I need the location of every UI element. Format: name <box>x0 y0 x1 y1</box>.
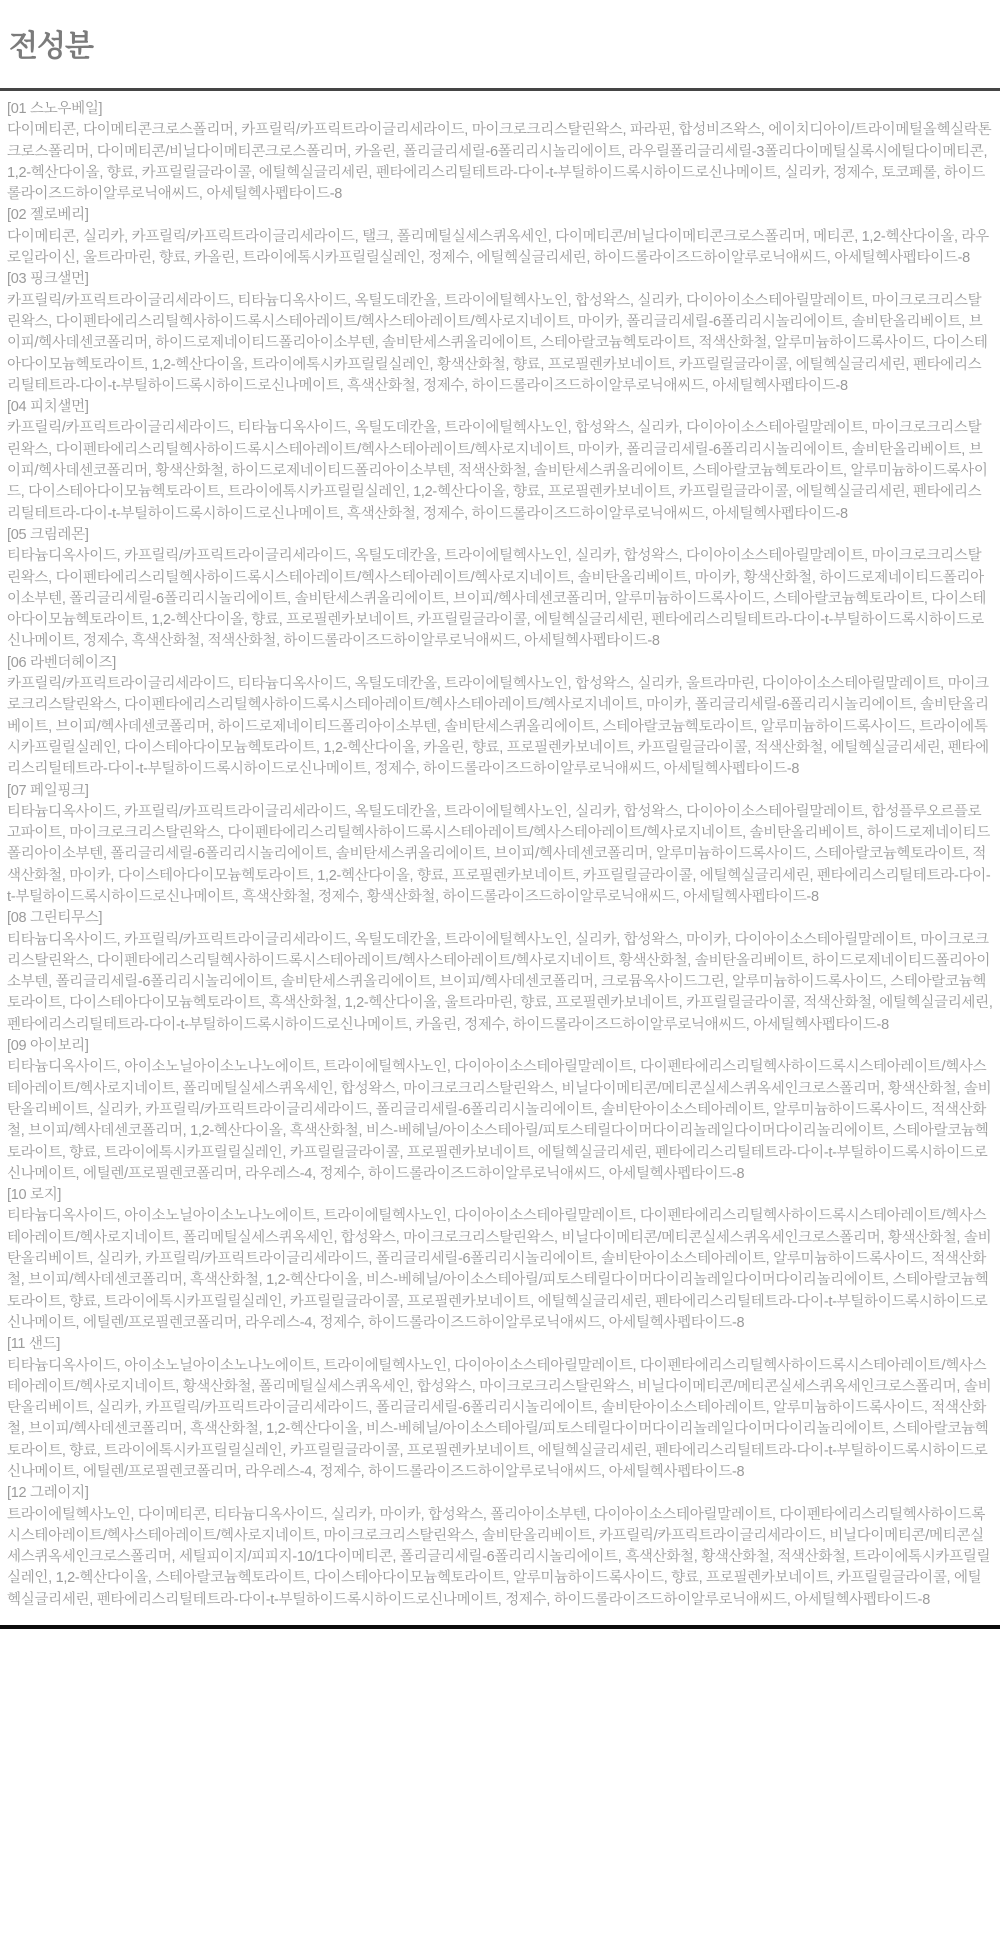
section-label: [03 핑크샐먼] <box>7 271 89 288</box>
ingredient-section <box>7 1185 993 1334</box>
ingredient-section <box>7 1483 993 1611</box>
section-label: [12 그레이지] <box>7 1485 89 1502</box>
section-label: [10 로지] <box>7 1187 62 1204</box>
section-label: [11 샌드] <box>7 1336 61 1353</box>
ingredient-section <box>7 781 993 909</box>
ingredient-section <box>7 653 993 781</box>
ingredient-section <box>7 1036 993 1185</box>
section-label: [08 그린티무스] <box>7 910 103 927</box>
section-label: [04 피치샐먼] <box>7 399 89 416</box>
section-ingredients: 티타늄디옥사이드, 아이소노닐아이소노나노에이트, 트라이에틸헥사노인, 다이아이소스테아릴말레이트, 다이펜타에리스리틸헥사하이드록시스테아레이트/헥사스테아레이트/헥사로지네이트, 황색산화철, 폴리메틸실세스퀴옥세인, 합성왁스, 마이크로크리스탈린왁스, 비닐다이메티콘/메티콘실세스퀴옥세인크로스폴리머, 솔비탄올리베이트, 실리카, 카프릴릭/카프릭트라이글리세라이드, 폴리글리세릴-6폴리리시놀리에이트, 솔비탄아이소스테아레이트, 알루미늄하이드록사이드, 적색산화철, 브이피/헥사데센코폴리머, 흑색산화철, 1,2-헥산다이올, 비스-베헤닐/아이소스테아릴/피토스테릴다이머다이리놀레일다이머다이리놀리에이트, 스테아랄코늄헥토라이트, 향료, 트라이에톡시카프릴릴실레인, 카프릴릴글라이콜, 프로필렌카보네이트, 에틸헥실글리세린, 펜타에리스리틸테트라-다이-t-부틸하이드록시하이드로신나메이트, 에틸렌/프로필렌코폴리머, 라우레스-4, 정제수, 하이드롤라이즈드하이알루로닉애씨드, 아세틸헥사펩타이드-8 <box>7 1357 992 1480</box>
section-label: [05 크림레몬] <box>7 526 89 543</box>
ingredient-section <box>7 1334 993 1483</box>
section-label: [09 아이보리] <box>7 1038 89 1055</box>
ingredient-section <box>7 908 993 1036</box>
bottom-divider <box>0 1625 1000 1629</box>
ingredients-content <box>0 91 1000 1611</box>
page-title: 전성분 <box>9 30 93 63</box>
ingredient-section <box>7 99 993 205</box>
section-ingredients: 다이메티콘, 실리카, 카프릴릭/카프릭트라이글리세라이드, 탤크, 폴리메틸실세스퀴옥세인, 다이메티콘/비닐다이메티콘크로스폴리머, 메티콘, 1,2-헥산다이올, 라우로일라이신, 울트라마린, 향료, 카올린, 트라이에톡시카프릴릴실레인, 정제수, 에틸헥실글리세린, 하이드롤라이즈드하이알루로닉애씨드, 아세틸헥사펩타이드-8 <box>7 228 989 267</box>
section-label: [02 젤로베리] <box>7 207 89 224</box>
section-label: [06 라벤더헤이즈] <box>7 654 116 671</box>
section-ingredients: 티타늄디옥사이드, 카프릴릭/카프릭트라이글리세라이드, 옥틸도데칸올, 트라이에틸헥사노인, 실리카, 합성왁스, 마이카, 다이아이소스테아릴말레이트, 마이크로크리스탈린왁스, 다이펜타에리스리틸헥사하이드록시스테아레이트/헥사스테아레이트/헥사로지네이트, 황색산화철, 솔비탄올리베이트, 하이드로제네이티드폴리아이소부텐, 폴리글리세릴-6폴리리시놀리에이트, 솔비탄세스퀴올리에이트, 브이피/헥사데센코폴리머, 크로뮴옥사이드그린, 알루미늄하이드록사이드, 스테아랄코늄헥토라이트, 다이스테아다이모늄헥토라이트, 흑색산화철, 1,2-헥산다이올, 울트라마린, 향료, 프로필렌카보네이트, 카프릴릴글라이콜, 적색산화철, 에틸헥실글리세린, 펜타에리스리틸테트라-다이-t-부틸하이드록시하이드로신나메이트, 카올린, 정제수, 하이드롤라이즈드하이알루로닉애씨드, 아세틸헥사펩타이드-8 <box>7 931 993 1033</box>
section-ingredients: 다이메티콘, 다이메티콘크로스폴리머, 카프릴릭/카프릭트라이글리세라이드, 마이크로크리스탈린왁스, 파라핀, 합성비즈왁스, 에이치디아이/트라이메틸올헥실락톤크로스폴리머, 다이메티콘/비닐다이메티콘크로스폴리머, 카올린, 폴리글리세릴-6폴리리시놀리에이트, 라우릴폴리글리세릴-3폴리다이메틸실록시에틸다이메티콘, 1,2-헥산다이올, 향료, 카프릴릴글라이콜, 에틸헥실글리세린, 펜타에리스리틸테트라-다이-t-부틸하이드록시하이드로신나메이트, 실리카, 정제수, 토코페롤, 하이드롤라이즈드하이알루로닉애씨드, 아세틸헥사펩타이드-8 <box>7 122 992 203</box>
section-ingredients: 티타늄디옥사이드, 카프릴릭/카프릭트라이글리세라이드, 옥틸도데칸올, 트라이에틸헥사노인, 실리카, 합성왁스, 다이아이소스테아릴말레이트, 합성플루오르플로고파이트, 마이크로크리스탈린왁스, 다이펜타에리스리틸헥사하이드록시스테아레이트/헥사스테아레이트/헥사로지네이트, 솔비탄올리베이트, 하이드로제네이티드폴리아이소부텐, 폴리글리세릴-6폴리리시놀리에이트, 솔비탄세스퀴올리에이트, 브이피/헥사데센코폴리머, 알루미늄하이드록사이드, 스테아랄코늄헥토라이트, 적색산화철, 마이카, 다이스테아다이모늄헥토라이트, 1,2-헥산다이올, 향료, 프로필렌카보네이트, 카프릴릴글라이콜, 에틸헥실글리세린, 펜타에리스리틸테트라-다이-t-부틸하이드록시하이드로신나메이트, 흑색산화철, 정제수, 황색산화철, 하이드롤라이즈드하이알루로닉애씨드, 아세틸헥사펩타이드-8 <box>7 803 991 905</box>
section-ingredients: 티타늄디옥사이드, 아이소노닐아이소노나노에이트, 트라이에틸헥사노인, 다이아이소스테아릴말레이트, 다이펜타에리스리틸헥사하이드록시스테아레이트/헥사스테아레이트/헥사로지네이트, 폴리메틸실세스퀴옥세인, 합성왁스, 마이크로크리스탈린왁스, 비닐다이메티콘/메티콘실세스퀴옥세인크로스폴리머, 황색산화철, 솔비탄올리베이트, 실리카, 카프릴릭/카프릭트라이글리세라이드, 폴리글리세릴-6폴리리시놀리에이트, 솔비탄아이소스테아레이트, 알루미늄하이드록사이드, 적색산화철, 브이피/헥사데센코폴리머, 1,2-헥산다이올, 흑색산화철, 비스-베헤닐/아이소스테아릴/피토스테릴다이머다이리놀레일다이머다이리놀리에이트, 스테아랄코늄헥토라이트, 향료, 트라이에톡시카프릴릴실레인, 카프릴릴글라이콜, 프로필렌카보네이트, 에틸헥실글리세린, 펜타에리스리틸테트라-다이-t-부틸하이드록시하이드로신나메이트, 에틸렌/프로필렌코폴리머, 라우레스-4, 정제수, 하이드롤라이즈드하이알루로닉애씨드, 아세틸헥사펩타이드-8 <box>7 1059 992 1182</box>
section-ingredients: 카프릴릭/카프릭트라이글리세라이드, 티타늄디옥사이드, 옥틸도데칸올, 트라이에틸헥사노인, 합성왁스, 실리카, 울트라마린, 다이아이소스테아릴말레이트, 마이크로크리스탈린왁스, 다이펜타에리스리틸헥사하이드록시스테아레이트/헥사스테아레이트/헥사로지네이트, 마이카, 폴리글리세릴-6폴리리시놀리에이트, 솔비탄올리베이트, 브이피/헥사데센코폴리머, 하이드로제네이티드폴리아이소부텐, 솔비탄세스퀴올리에이트, 스테아랄코늄헥토라이트, 알루미늄하이드록사이드, 트라이에톡시카프릴릴실레인, 다이스테아다이모늄헥토라이트, 1,2-헥산다이올, 카올린, 향료, 프로필렌카보네이트, 카프릴릴글라이콜, 적색산화철, 에틸헥실글리세린, 펜타에리스리틸테트라-다이-t-부틸하이드록시하이드로신나메이트, 정제수, 하이드롤라이즈드하이알루로닉애씨드, 아세틸헥사펩타이드-8 <box>7 676 989 778</box>
section-ingredients: 트라이에틸헥사노인, 다이메티콘, 티타늄디옥사이드, 실리카, 마이카, 합성왁스, 폴리아이소부텐, 다이아이소스테아릴말레이트, 다이펜타에리스리틸헥사하이드록시스테아레이트/헥사스테아레이트/헥사로지네이트, 마이크로크리스탈린왁스, 솔비탄올리베이트, 카프릴릭/카프릭트라이글리세라이드, 비닐다이메티콘/메티콘실세스퀴옥세인크로스폴리머, 세틸피이지/피피지-10/1다이메티콘, 폴리글리세릴-6폴리리시놀리에이트, 흑색산화철, 황색산화철, 적색산화철, 트라이에톡시카프릴릴실레인, 1,2-헥산다이올, 스테아랄코늄헥토라이트, 다이스테아다이모늄헥토라이트, 알루미늄하이드록사이드, 향료, 프로필렌카보네이트, 카프릴릴글라이콜, 에틸헥실글리세린, 펜타에리스리틸테트라-다이-t-부틸하이드록시하이드로신나메이트, 정제수, 하이드롤라이즈드하이알루로닉애씨드, 아세틸헥사펩타이드-8 <box>7 1506 991 1608</box>
ingredient-section <box>7 525 993 653</box>
ingredient-section <box>7 397 993 525</box>
section-label: [01 스노우베일] <box>7 101 103 117</box>
section-ingredients: 티타늄디옥사이드, 아이소노닐아이소노나노에이트, 트라이에틸헥사노인, 다이아이소스테아릴말레이트, 다이펜타에리스리틸헥사하이드록시스테아레이트/헥사스테아레이트/헥사로지네이트, 폴리메틸실세스퀴옥세인, 합성왁스, 마이크로크리스탈린왁스, 비닐다이메티콘/메티콘실세스퀴옥세인크로스폴리머, 황색산화철, 솔비탄올리베이트, 실리카, 카프릴릭/카프릭트라이글리세라이드, 폴리글리세릴-6폴리리시놀리에이트, 솔비탄아이소스테아레이트, 알루미늄하이드록사이드, 적색산화철, 브이피/헥사데센코폴리머, 흑색산화철, 1,2-헥산다이올, 비스-베헤닐/아이소스테아릴/피토스테릴다이머다이리놀레일다이머다이리놀리에이트, 스테아랄코늄헥토라이트, 향료, 트라이에톡시카프릴릴실레인, 카프릴릴글라이콜, 프로필렌카보네이트, 에틸헥실글리세린, 펜타에리스리틸테트라-다이-t-부틸하이드록시하이드로신나메이트, 에틸렌/프로필렌코폴리머, 라우레스-4, 정제수, 하이드롤라이즈드하이알루로닉애씨드, 아세틸헥사펩타이드-8 <box>7 1208 992 1331</box>
section-ingredients: 카프릴릭/카프릭트라이글리세라이드, 티타늄디옥사이드, 옥틸도데칸올, 트라이에틸헥사노인, 합성왁스, 실리카, 다이아이소스테아릴말레이트, 마이크로크리스탈린왁스, 다이펜타에리스리틸헥사하이드록시스테아레이트/헥사스테아레이트/헥사로지네이트, 마이카, 폴리글리세릴-6폴리리시놀리에이트, 솔비탄올리베이트, 브이피/헥사데센코폴리머, 황색산화철, 하이드로제네이티드폴리아이소부텐, 적색산화철, 솔비탄세스퀴올리에이트, 스테아랄코늄헥토라이트, 알루미늄하이드록사이드, 다이스테아다이모늄헥토라이트, 트라이에톡시카프릴릴실레인, 1,2-헥산다이올, 향료, 프로필렌카보네이트, 카프릴릴글라이콜, 에틸헥실글리세린, 펜타에리스리틸테트라-다이-t-부틸하이드록시하이드로신나메이트, 흑색산화철, 정제수, 하이드롤라이즈드하이알루로닉애씨드, 아세틸헥사펩타이드-8 <box>7 420 988 522</box>
section-ingredients: 티타늄디옥사이드, 카프릴릭/카프릭트라이글리세라이드, 옥틸도데칸올, 트라이에틸헥사노인, 실리카, 합성왁스, 다이아이소스테아릴말레이트, 마이크로크리스탈린왁스, 다이펜타에리스리틸헥사하이드록시스테아레이트/헥사스테아레이트/헥사로지네이트, 솔비탄올리베이트, 마이카, 황색산화철, 하이드로제네이티드폴리아이소부텐, 폴리글리세릴-6폴리리시놀리에이트, 솔비탄세스퀴올리에이트, 브이피/헥사데센코폴리머, 알루미늄하이드록사이드, 스테아랄코늄헥토라이트, 다이스테아다이모늄헥토라이트, 1,2-헥산다이올, 향료, 프로필렌카보네이트, 카프릴릴글라이콜, 에틸헥실글리세린, 펜타에리스리틸테트라-다이-t-부틸하이드록시하이드로신나메이트, 정제수, 흑색산화철, 적색산화철, 하이드롤라이즈드하이알루로닉애씨드, 아세틸헥사펩타이드-8 <box>7 548 987 650</box>
ingredient-section <box>7 269 993 397</box>
ingredient-section <box>7 205 993 269</box>
section-ingredients: 카프릴릭/카프릭트라이글리세라이드, 티타늄디옥사이드, 옥틸도데칸올, 트라이에틸헥사노인, 합성왁스, 실리카, 다이아이소스테아릴말레이트, 마이크로크리스탈린왁스, 다이펜타에리스리틸헥사하이드록시스테아레이트/헥사스테아레이트/헥사로지네이트, 마이카, 폴리글리세릴-6폴리리시놀리에이트, 솔비탄올리베이트, 브이피/헥사데센코폴리머, 하이드로제네이티드폴리아이소부텐, 솔비탄세스퀴올리에이트, 스테아랄코늄헥토라이트, 적색산화철, 알루미늄하이드록사이드, 다이스테아다이모늄헥토라이트, 1,2-헥산다이올, 트라이에톡시카프릴릴실레인, 황색산화철, 향료, 프로필렌카보네이트, 카프릴릴글라이콜, 에틸헥실글리세린, 펜타에리스리틸테트라-다이-t-부틸하이드록시하이드로신나메이트, 흑색산화철, 정제수, 하이드롤라이즈드하이알루로닉애씨드, 아세틸헥사펩타이드-8 <box>7 292 988 394</box>
section-label: [07 페일핑크] <box>7 782 89 799</box>
